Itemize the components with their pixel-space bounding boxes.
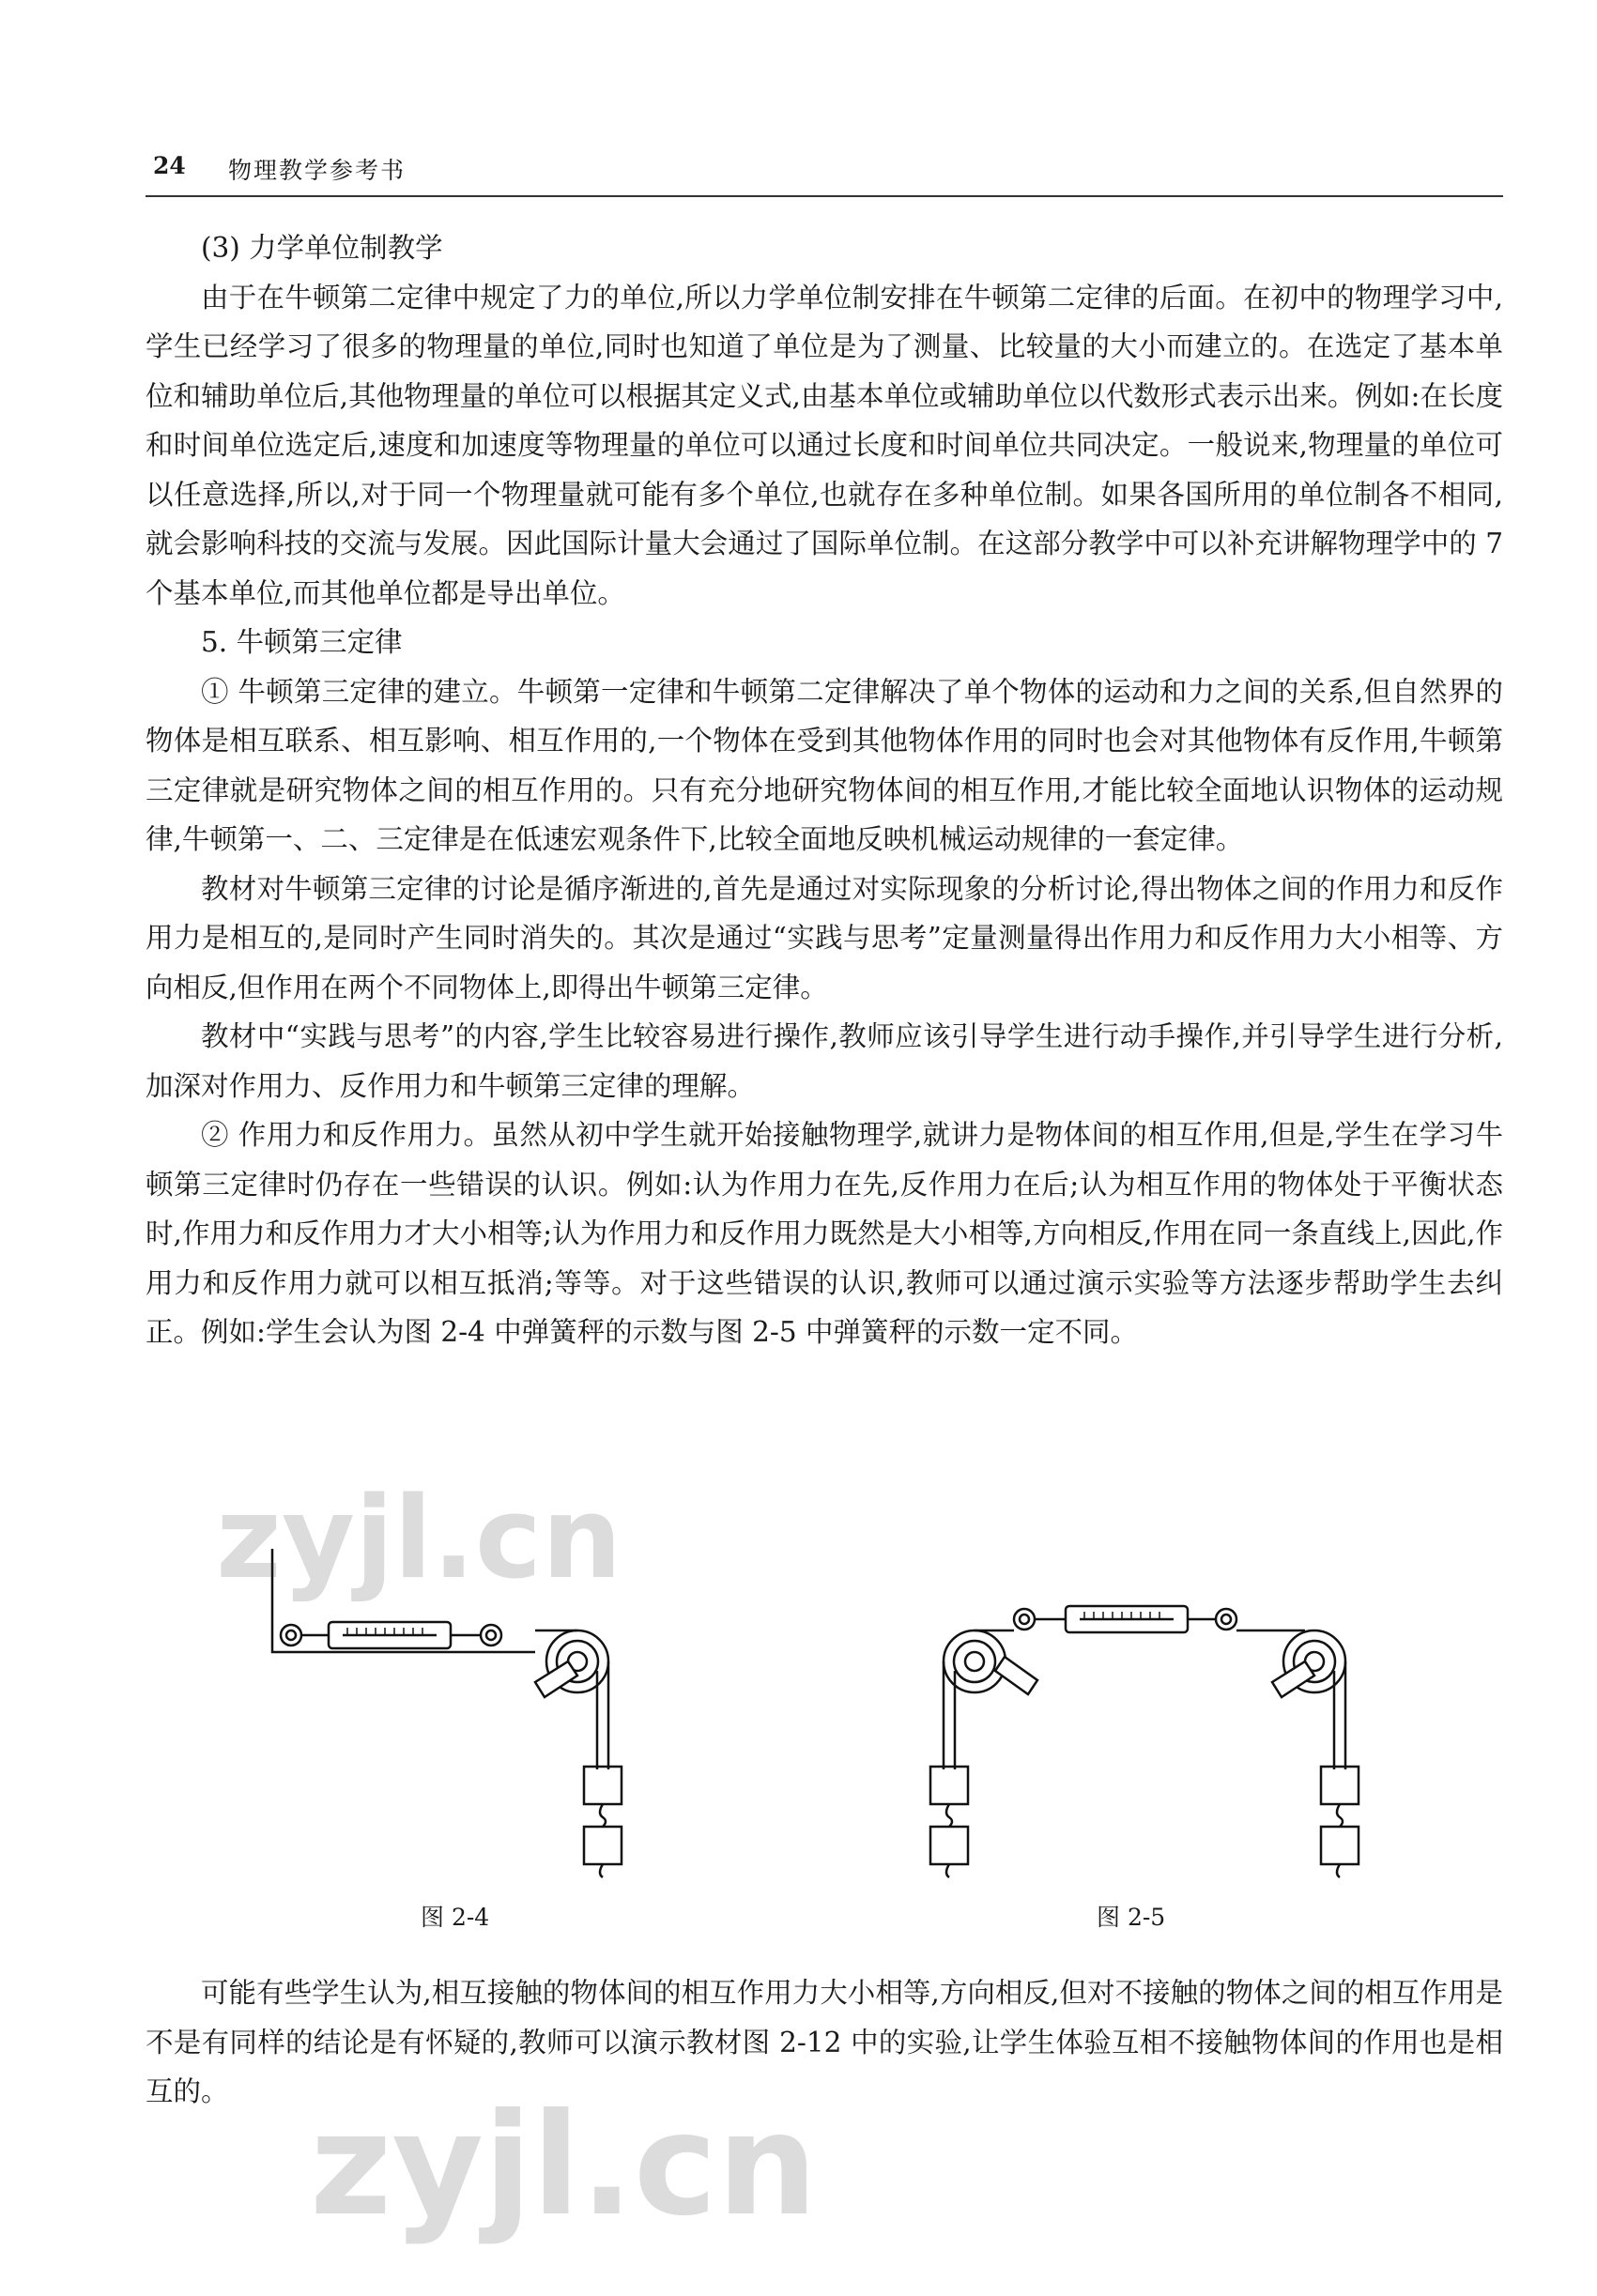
paragraph: 教材中“实践与思考”的内容,学生比较容易进行操作,教师应该引导学生进行动手操作,并引导学生进行分析,加深对作用力、反作用力和牛顿第三定律的理解。 xyxy=(146,1020,1503,1102)
paragraph: ② 作用力和反作用力。虽然从初中学生就开始接触物理学,就讲力是物体间的相互作用,但是,学生在学习牛顿第三定律时仍存在一些错误的认识。例如:认为作用力在先,反作用力在后;认为相互作用的物体处于平衡状态时,作用力和反作用力才大小相等;认为作用力和反作用力既然是大小相等,方向相反,作用在同一条直线上,因此,作用力和反作用力就可以相互抵消;等等。对于这些错误的认识,教师可以通过演示实验等方法逐步帮助学生去纠正。例如:学生会认为图 2-4 中弹簧秤的示数与图 2-5 中弹簧秤的示数一定不同。 xyxy=(146,1119,1503,1348)
figure-caption-2-4: 图 2-4 xyxy=(421,1904,490,1931)
weight xyxy=(1321,1767,1359,1804)
figure-2-4 xyxy=(272,1549,622,1877)
page-number: 24 xyxy=(153,152,186,179)
weight xyxy=(584,1827,622,1864)
section-heading: 5. 牛顿第三定律 xyxy=(201,626,403,658)
figures-illustration xyxy=(141,1521,1512,1952)
section-heading: (3) 力学单位制教学 xyxy=(201,232,443,264)
weight xyxy=(930,1827,968,1864)
section-non-contact xyxy=(146,1968,1503,2117)
ring-left xyxy=(281,1625,301,1645)
paragraph: 教材对牛顿第三定律的讨论是循序渐进的,首先是通过对实际现象的分析讨论,得出物体之间的作用力和反作用力是相互的,是同时产生同时消失的。其次是通过“实践与思考”定量测量得出作用力和反作用力大小相等、方向相反,但作用在两个不同物体上,即得出牛顿第三定律。 xyxy=(146,872,1503,1003)
book-title: 物理教学参考书 xyxy=(228,157,407,184)
figure-2-5 xyxy=(930,1606,1359,1877)
section-unit-system xyxy=(146,223,1503,1357)
ring-left xyxy=(1014,1609,1035,1630)
ring-right xyxy=(1216,1609,1236,1630)
watermark: zyjl.cn xyxy=(310,2084,818,2247)
ring-right xyxy=(481,1625,501,1645)
watermark: zyjl.cn xyxy=(216,1474,622,1604)
page-header xyxy=(146,148,1503,197)
paragraph: ① 牛顿第三定律的建立。牛顿第一定律和牛顿第二定律解决了单个物体的运动和力之间的关系,但自然界的物体是相互联系、相互影响、相互作用的,一个物体在受到其他物体作用的同时也会对其他物体有反作用,牛顿第三定律就是研究物体之间的相互作用的。只有充分地研究物体间的相互作用,才能比较全面地认识物体的运动规律,牛顿第一、二、三定律是在低速宏观条件下,比较全面地反映机械运动规律的一套定律。 xyxy=(146,675,1503,855)
weight xyxy=(584,1767,622,1804)
figure-caption-2-5: 图 2-5 xyxy=(1097,1904,1166,1931)
weight xyxy=(930,1767,968,1804)
weight xyxy=(1321,1827,1359,1864)
paragraph: 可能有些学生认为,相互接触的物体间的相互作用力大小相等,方向相反,但对不接触的物体之间的相互作用是不是有同样的结论是有怀疑的,教师可以演示教材图 2-12 中的实验,让学生体验互相不接触物体间的作用也是相互的。 xyxy=(146,1977,1503,2107)
paragraph: 由于在牛顿第二定律中规定了力的单位,所以力学单位制安排在牛顿第二定律的后面。在初中的物理学习中,学生已经学习了很多的物理量的单位,同时也知道了单位是为了测量、比较量的大小而建立的。在选定了基本单位和辅助单位后,其他物理量的单位可以根据其定义式,由基本单位或辅助单位以代数形式表示出来。例如:在长度和时间单位选定后,速度和加速度等物理量的单位可以通过长度和时间单位共同决定。一般说来,物理量的单位可以任意选择,所以,对于同一个物理量就可能有多个单位,也就存在多种单位制。如果各国所用的单位制各不相同,就会影响科技的交流与发展。因此国际计量大会通过了国际单位制。在这部分教学中可以补充讲解物理学中的 7 个基本单位,而其他单位都是导出单位。 xyxy=(146,281,1503,609)
